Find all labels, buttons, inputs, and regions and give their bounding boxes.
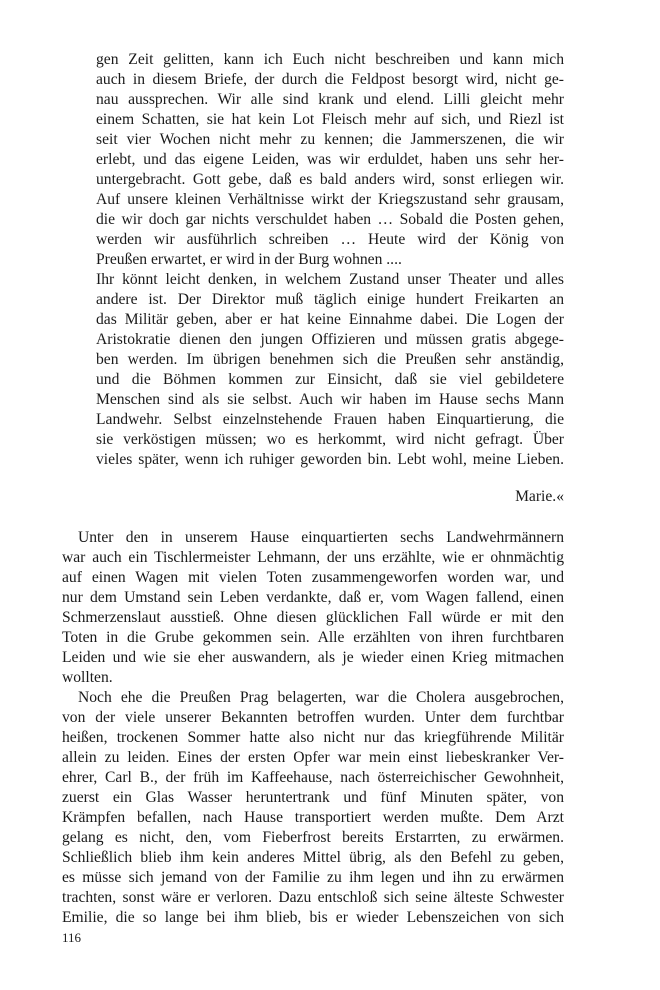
body-line: allein zu leiden. Eines der ersten Opfer war mein einst liebeskranker Ver- [62, 749, 564, 766]
body-line: wollten. [62, 669, 113, 686]
body-line: Noch ehe die Preußen Prag belagerten, war die Cholera ausgebrochen, [78, 689, 564, 706]
body-line: Unter den in unserem Hause einquartierten sechs Landwehrmännern [78, 529, 564, 546]
quote-line: ben werden. Im übrigen benehmen sich die Preußen sehr anständig, [96, 351, 564, 368]
body-line: Schmerzenslaut ausstieß. Ohne diesen glücklichen Fall würde er mit den [62, 609, 564, 626]
quote-line: Menschen sind als sie selbst. Auch wir haben im Hause sechs Mann [96, 391, 564, 408]
quote-line: erlebt, und das eigene Leiden, was wir erduldet, haben uns sehr her- [96, 151, 564, 168]
body-line: auf einen Wagen mit vielen Toten zusammengeworfen worden war, und [62, 569, 564, 586]
quote-line: werden wir ausführlich schreiben … Heute wird der König von [96, 231, 564, 248]
quote-line: das Militär geben, aber er hat keine Einnahme dabei. Die Logen der [96, 311, 564, 328]
body-line: gelang es nicht, den, vom Fieberfrost bereits Erstarrten, zu erwärmen. [62, 829, 564, 846]
quote-line: Preußen erwartet, er wird in der Burg wohnen .... [96, 251, 402, 268]
body-line: nur dem Umstand sein Leben verdankte, daß er, vom Wagen fallend, einen [62, 589, 564, 606]
body-line: Emilie, die so lange bei ihm blieb, bis er wieder Lebenszeichen von sich [62, 909, 564, 926]
quote-line: die wir doch gar nichts verschuldet haben … Sobald die Posten gehen, [96, 211, 564, 228]
body-line: es müsse sich jemand von der Familie zu ihm legen und ihn zu erwärmen [62, 869, 564, 886]
body-line: Toten in die Grube gekommen sein. Alle erzählten von ihren furchtbaren [62, 629, 564, 646]
quote-line: Aristokratie dienen den jungen Offizieren und müssen gratis abgege- [96, 331, 564, 348]
body-line: Schließlich blieb ihm kein anderes Mittel übrig, als den Befehl zu geben, [62, 849, 564, 866]
letter-signature: Marie.« [515, 488, 564, 505]
quote-line: Auf unsere kleinen Verhältnisse wirkt der Kriegszustand sehr grausam, [96, 191, 564, 208]
quote-line: seit vier Wochen nicht mehr zu kennen; die Jammerszenen, die wir [96, 131, 564, 148]
body-line: heißen, trockenen Sommer hatte also nicht nur das kriegführende Militär [62, 729, 564, 746]
quote-line: einem Schatten, sie hat kein Lot Fleisch mehr auf sich, und Riezl ist [96, 111, 564, 128]
quote-line: auch in diesem Briefe, der durch die Feldpost besorgt wird, nicht ge- [96, 71, 564, 88]
quote-line: Ihr könnt leicht denken, in welchem Zustand unser Theater und alles [96, 271, 564, 288]
quote-line: Landwehr. Selbst einzelnstehende Frauen haben Einquartierung, die [96, 411, 564, 428]
body-line: war auch ein Tischlermeister Lehmann, der uns erzählte, wie er ohnmächtig [62, 549, 564, 566]
body-line: Krämpfen befallen, nach Hause transportiert werden mußte. Dem Arzt [62, 809, 564, 826]
body-line: zuerst ein Glas Wasser heruntertrank und fünf Minuten später, von [62, 789, 564, 806]
quote-line: und die Böhmen kommen zur Einsicht, daß sie viel gebildetere [96, 371, 564, 388]
quote-line: nau aussprechen. Wir alle sind krank und elend. Lilli gleicht mehr [96, 91, 564, 108]
quote-line: vieles später, wenn ich ruhiger geworden bin. Lebt wohl, meine Lieben. [96, 451, 564, 468]
body-line: von der viele unserer Bekannten betroffen wurden. Unter dem furchtbar [62, 709, 564, 726]
quote-line: sie verköstigen müssen; wo es herkommt, wird nicht gefragt. Über [96, 431, 564, 448]
body-line: ehrer, Carl B., der früh im Kaffeehause, nach österreichischer Gewohnheit, [62, 769, 564, 786]
body-line: Leiden und wie sie eher auswandern, als je wieder einen Krieg mitmachen [62, 649, 564, 666]
quote-line: gen Zeit gelitten, kann ich Euch nicht beschreiben und kann mich [96, 51, 564, 68]
body-line: trachten, sonst wäre er verloren. Dazu entschloß sich seine älteste Schwester [62, 889, 564, 906]
page-number: 116 [62, 930, 82, 945]
quote-line: andere ist. Der Direktor muß täglich einige hundert Freikarten an [96, 291, 564, 308]
quote-line: untergebracht. Gott gebe, daß es bald anders wird, sonst erliegen wir. [96, 171, 564, 188]
